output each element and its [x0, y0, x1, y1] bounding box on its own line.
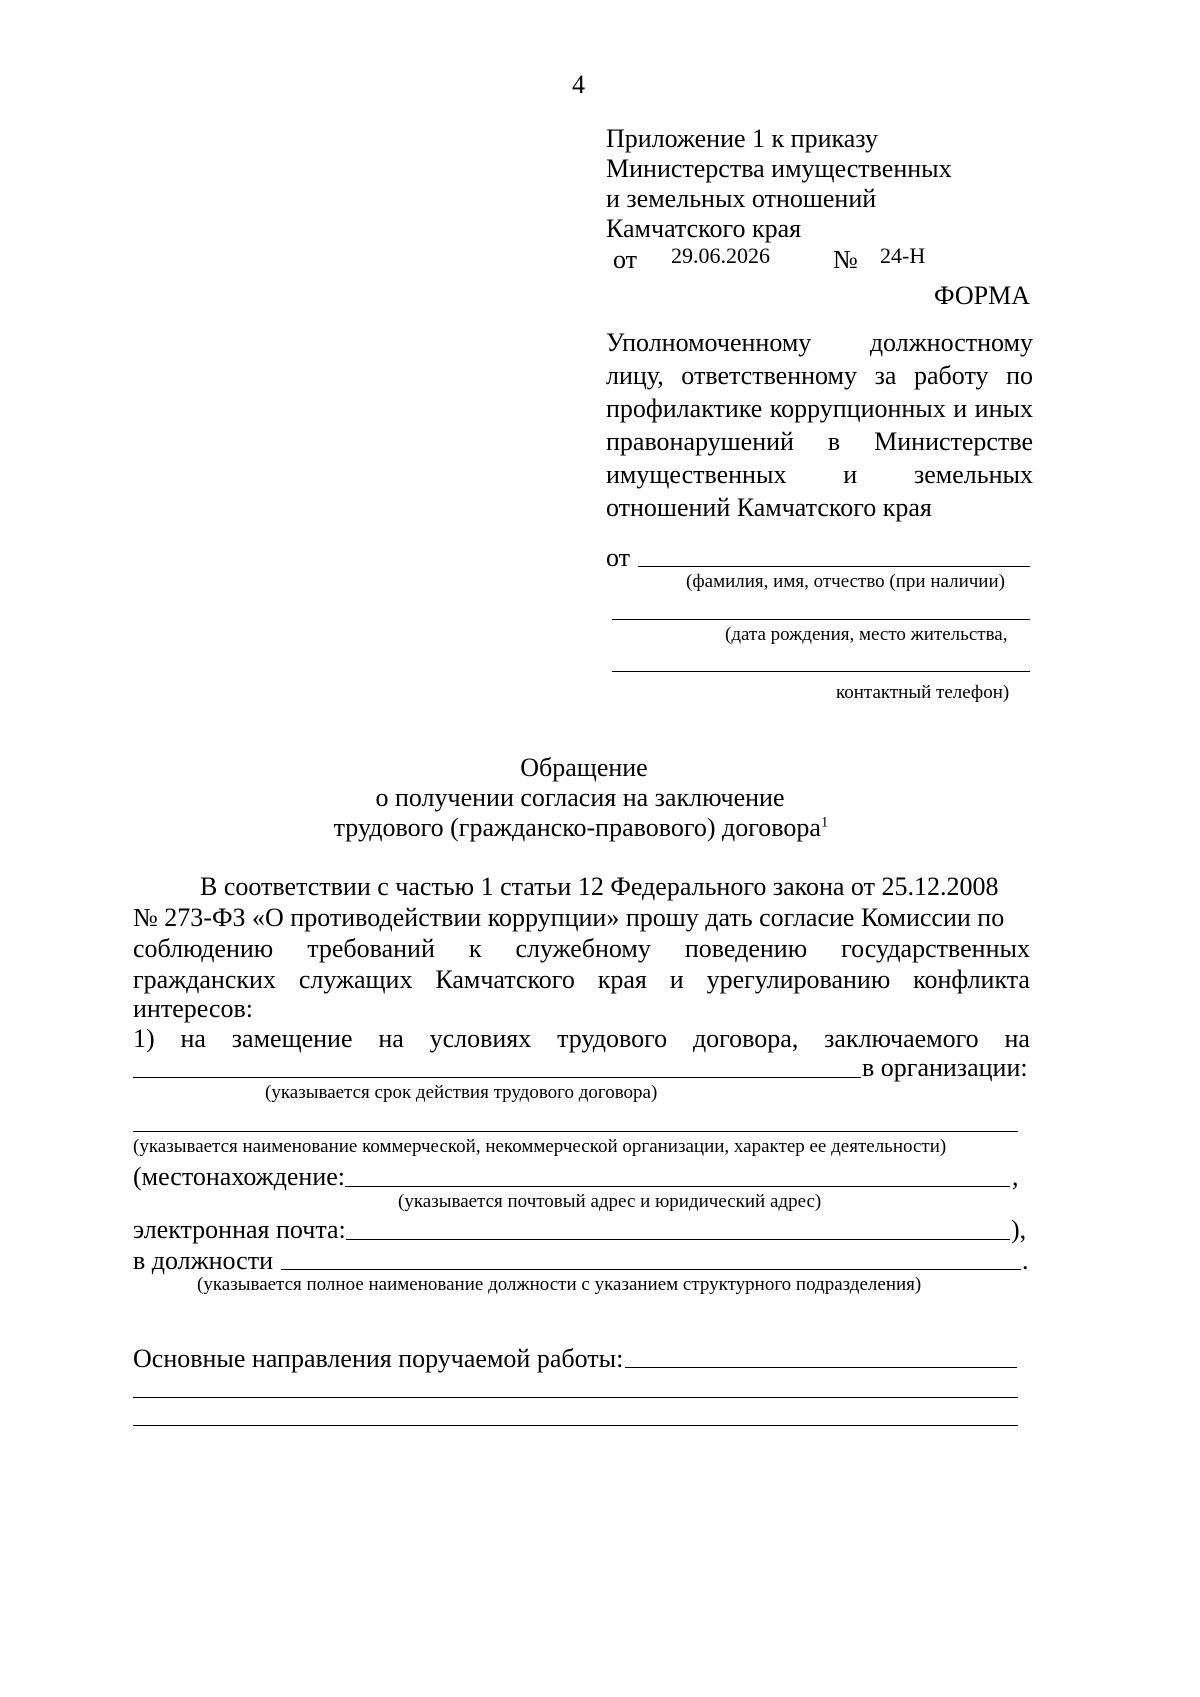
annex-line-2: Министерства имущественных [606, 154, 952, 183]
annex-from-label: от [613, 245, 638, 274]
item-1-line [133, 1026, 1030, 1052]
location-label: (местонахождение: [133, 1162, 345, 1191]
order-number-label: № [833, 245, 858, 274]
position-end: . [1022, 1246, 1029, 1275]
word: замещение [231, 1024, 353, 1053]
para-line-4 [133, 967, 1030, 993]
word: за [874, 361, 897, 390]
location-end: , [1012, 1162, 1019, 1191]
word: государственных [841, 934, 1030, 963]
applicant-birth-field[interactable] [612, 619, 1030, 620]
applicant-from-label: от [606, 543, 631, 572]
para-line-3 [133, 936, 1030, 962]
word: поведению [684, 934, 808, 963]
word: лицу, [606, 361, 664, 390]
word: в [827, 427, 841, 456]
para-line-2: № 273-ФЗ «О противодействии коррупции» прошу дать согласие Комиссии по [133, 903, 1005, 932]
addressee-line-3 [606, 396, 1033, 422]
word: коррупционных [769, 394, 946, 423]
hint-term: (указывается срок действия трудового договора) [265, 1082, 658, 1103]
para-line-1: В соответствии с частью 1 статьи 12 Федерального закона от 25.12.2008 [200, 872, 999, 901]
addressee-line-1 [606, 330, 1033, 356]
word: работу [914, 361, 989, 390]
location-field[interactable] [345, 1186, 1010, 1187]
addressee-line-4 [606, 429, 1033, 455]
word: Уполномоченному [606, 328, 812, 357]
in-organization-label: в организации: [862, 1053, 1028, 1082]
annex-line-1: Приложение 1 к приказу [606, 124, 879, 153]
title-line-3-text: трудового (гражданско-правового) договора [333, 813, 821, 842]
order-date: 29.06.2026 [671, 243, 770, 268]
applicant-phone-field[interactable] [612, 671, 1030, 672]
word: конфликта [913, 965, 1030, 994]
email-end: ), [1011, 1215, 1027, 1244]
addressee-line-2 [606, 363, 1033, 389]
para-line-5: интересов: [133, 994, 253, 1023]
word: и [843, 460, 858, 489]
word: соблюдению [133, 934, 274, 963]
word: иных [974, 394, 1033, 423]
word: договора, [692, 1024, 799, 1053]
word: заключаемого [824, 1024, 979, 1053]
annex-line-3: и земельных отношений [606, 184, 877, 213]
word: имущественных [606, 460, 787, 489]
word: на [1004, 1024, 1030, 1053]
email-field[interactable] [346, 1239, 1010, 1240]
footnote-mark: 1 [820, 814, 829, 831]
form-label: ФОРМА [934, 281, 1030, 310]
title-line-3 [0, 815, 1162, 841]
word: и [669, 965, 684, 994]
word: и [953, 394, 968, 423]
work-directions-field-2[interactable] [133, 1397, 1018, 1398]
email-label: электронная почта: [133, 1215, 346, 1244]
word: на [180, 1024, 206, 1053]
word: края [597, 965, 647, 994]
annex-line-4: Камчатского края [606, 214, 802, 243]
word: правонарушений [606, 427, 794, 456]
hint-position: (указывается полное наименование должности с указанием структурного подразделения) [197, 1274, 922, 1295]
organization-field[interactable] [133, 1131, 1018, 1132]
hint-phone: контактный телефон) [836, 682, 1010, 703]
word: ответственному [681, 361, 858, 390]
hint-address: (указывается почтовый адрес и юридический адрес) [398, 1191, 822, 1212]
applicant-name-field[interactable] [638, 566, 1030, 567]
word: условиях [429, 1024, 532, 1053]
page-number: 4 [572, 70, 585, 99]
position-field[interactable] [281, 1269, 1021, 1270]
work-directions-field-3[interactable] [133, 1425, 1018, 1426]
word: служащих [298, 965, 413, 994]
title-line-1: Обращение [520, 753, 648, 782]
order-number: 24-Н [880, 243, 926, 268]
word: земельных [913, 460, 1033, 489]
position-label: в должности [133, 1246, 273, 1275]
word: урегулированию [706, 965, 891, 994]
word: профилактике [606, 394, 763, 423]
addressee-line-6: отношений Камчатского края [606, 493, 932, 522]
word: требований [307, 934, 435, 963]
word: Камчатского [435, 965, 575, 994]
word: по [1006, 361, 1033, 390]
hint-birth: (дата рождения, место жительства, [725, 624, 1008, 645]
work-directions-field-1[interactable] [625, 1367, 1017, 1368]
word: служебному [515, 934, 651, 963]
contract-term-field[interactable] [133, 1077, 861, 1078]
word: на [378, 1024, 404, 1053]
title-line-2: о получении согласия на заключение [375, 783, 785, 812]
word: 1) [133, 1024, 155, 1053]
word: трудового [557, 1024, 668, 1053]
word: к [468, 934, 482, 963]
word: гражданских [133, 965, 276, 994]
work-directions-label: Основные направления поручаемой работы: [133, 1344, 624, 1373]
hint-organization: (указывается наименование коммерческой, некоммерческой организации, характер ее деятельности) [133, 1136, 947, 1157]
hint-name: (фамилия, имя, отчество (при наличии) [686, 571, 1005, 592]
addressee-line-5 [606, 462, 1033, 488]
word: Министерстве [874, 427, 1033, 456]
word: должностному [869, 328, 1033, 357]
